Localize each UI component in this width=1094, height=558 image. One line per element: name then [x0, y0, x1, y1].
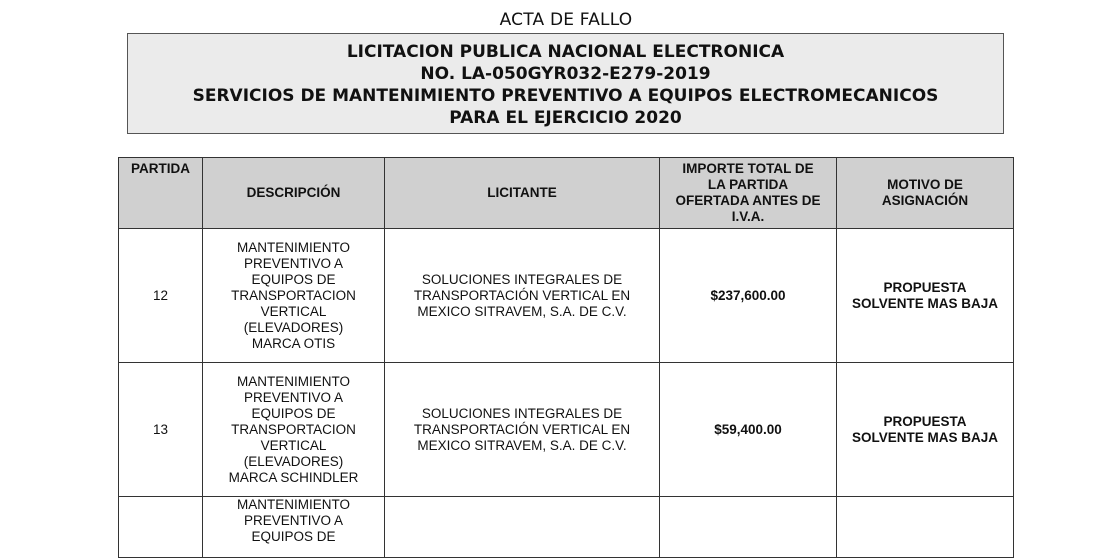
table-header-row [119, 158, 1014, 229]
descripcion-line: EQUIPOS DE [251, 529, 336, 544]
award-table [118, 157, 1014, 558]
header-motivo-line: ASIGNACIÓN [881, 193, 969, 208]
descripcion-line: MANTENIMIENTO [236, 497, 350, 512]
tender-subject: SERVICIOS DE MANTENIMIENTO PREVENTIVO A EQUIPOS ELECTROMECANICOS [192, 86, 939, 106]
licitante-line: SOLUCIONES INTEGRALES DE [421, 405, 623, 421]
descripcion-line: MARCA OTIS [251, 335, 336, 351]
motivo-line: SOLVENTE MAS BAJA [851, 429, 998, 445]
cell-licitante [385, 229, 660, 363]
tender-period: PARA EL EJERCICIO 2020 [449, 108, 682, 128]
licitante-line: MEXICO SITRAVEM, S.A. DE C.V. [417, 303, 627, 319]
descripcion-line: MANTENIMIENTO [236, 239, 350, 255]
cell-importe: $237,600.00 [660, 229, 837, 363]
cell-importe [660, 497, 837, 558]
table-row [119, 363, 1014, 497]
cell-partida: 13 [119, 363, 203, 497]
descripcion-line: EQUIPOS DE [251, 405, 336, 421]
cell-licitante [385, 363, 660, 497]
descripcion-line: MANTENIMIENTO [236, 373, 350, 389]
header-importe-line: IMPORTE TOTAL DE [682, 161, 814, 176]
header-importe-line: LA PARTIDA [707, 177, 789, 192]
tender-type: LICITACION PUBLICA NACIONAL ELECTRONICA [346, 42, 785, 62]
descripcion-line: PREVENTIVO A [243, 389, 344, 405]
header-importe-line: OFERTADA ANTES DE [675, 193, 821, 208]
licitante-line: MEXICO SITRAVEM, S.A. DE C.V. [417, 437, 627, 453]
licitante-line: SOLUCIONES INTEGRALES DE [421, 271, 623, 287]
cell-partida: 12 [119, 229, 203, 363]
table-row [119, 497, 1014, 558]
descripcion-line: (ELEVADORES) [243, 319, 344, 335]
motivo-line: SOLVENTE MAS BAJA [851, 295, 998, 311]
header-licitante: LICITANTE [385, 158, 660, 229]
cell-motivo [837, 363, 1014, 497]
tender-number: NO. LA-050GYR032-E279-2019 [420, 64, 711, 84]
cell-descripcion [203, 497, 385, 558]
licitante-line: TRANSPORTACIÓN VERTICAL EN [413, 421, 631, 437]
header-importe [660, 158, 837, 229]
descripcion-line: VERTICAL [260, 303, 327, 319]
cell-motivo [837, 229, 1014, 363]
licitante-line: TRANSPORTACIÓN VERTICAL EN [413, 287, 631, 303]
header-partida: PARTIDA [119, 158, 203, 229]
descripcion-line: MARCA SCHINDLER [228, 469, 359, 485]
cell-partida [119, 497, 203, 558]
descripcion-line: PREVENTIVO A [243, 513, 344, 528]
cell-descripcion [203, 229, 385, 363]
motivo-line: PROPUESTA [883, 279, 967, 295]
descripcion-line: VERTICAL [260, 437, 327, 453]
motivo-line: PROPUESTA [883, 413, 967, 429]
header-motivo [837, 158, 1014, 229]
header-motivo-line: MOTIVO DE [887, 177, 963, 192]
header-descripcion: DESCRIPCIÓN [203, 158, 385, 229]
descripcion-line: (ELEVADORES) [243, 453, 344, 469]
descripcion-line: EQUIPOS DE [251, 271, 336, 287]
header-importe-line: I.V.A. [731, 209, 765, 224]
cell-importe: $59,400.00 [660, 363, 837, 497]
cell-motivo [837, 497, 1014, 558]
tender-header-box [127, 33, 1004, 134]
table-row [119, 229, 1014, 363]
cell-licitante [385, 497, 660, 558]
cell-descripcion [203, 363, 385, 497]
descripcion-line: TRANSPORTACION [231, 287, 356, 303]
descripcion-line: PREVENTIVO A [243, 255, 344, 271]
document-title: ACTA DE FALLO [499, 10, 633, 30]
descripcion-line: TRANSPORTACION [231, 421, 356, 437]
